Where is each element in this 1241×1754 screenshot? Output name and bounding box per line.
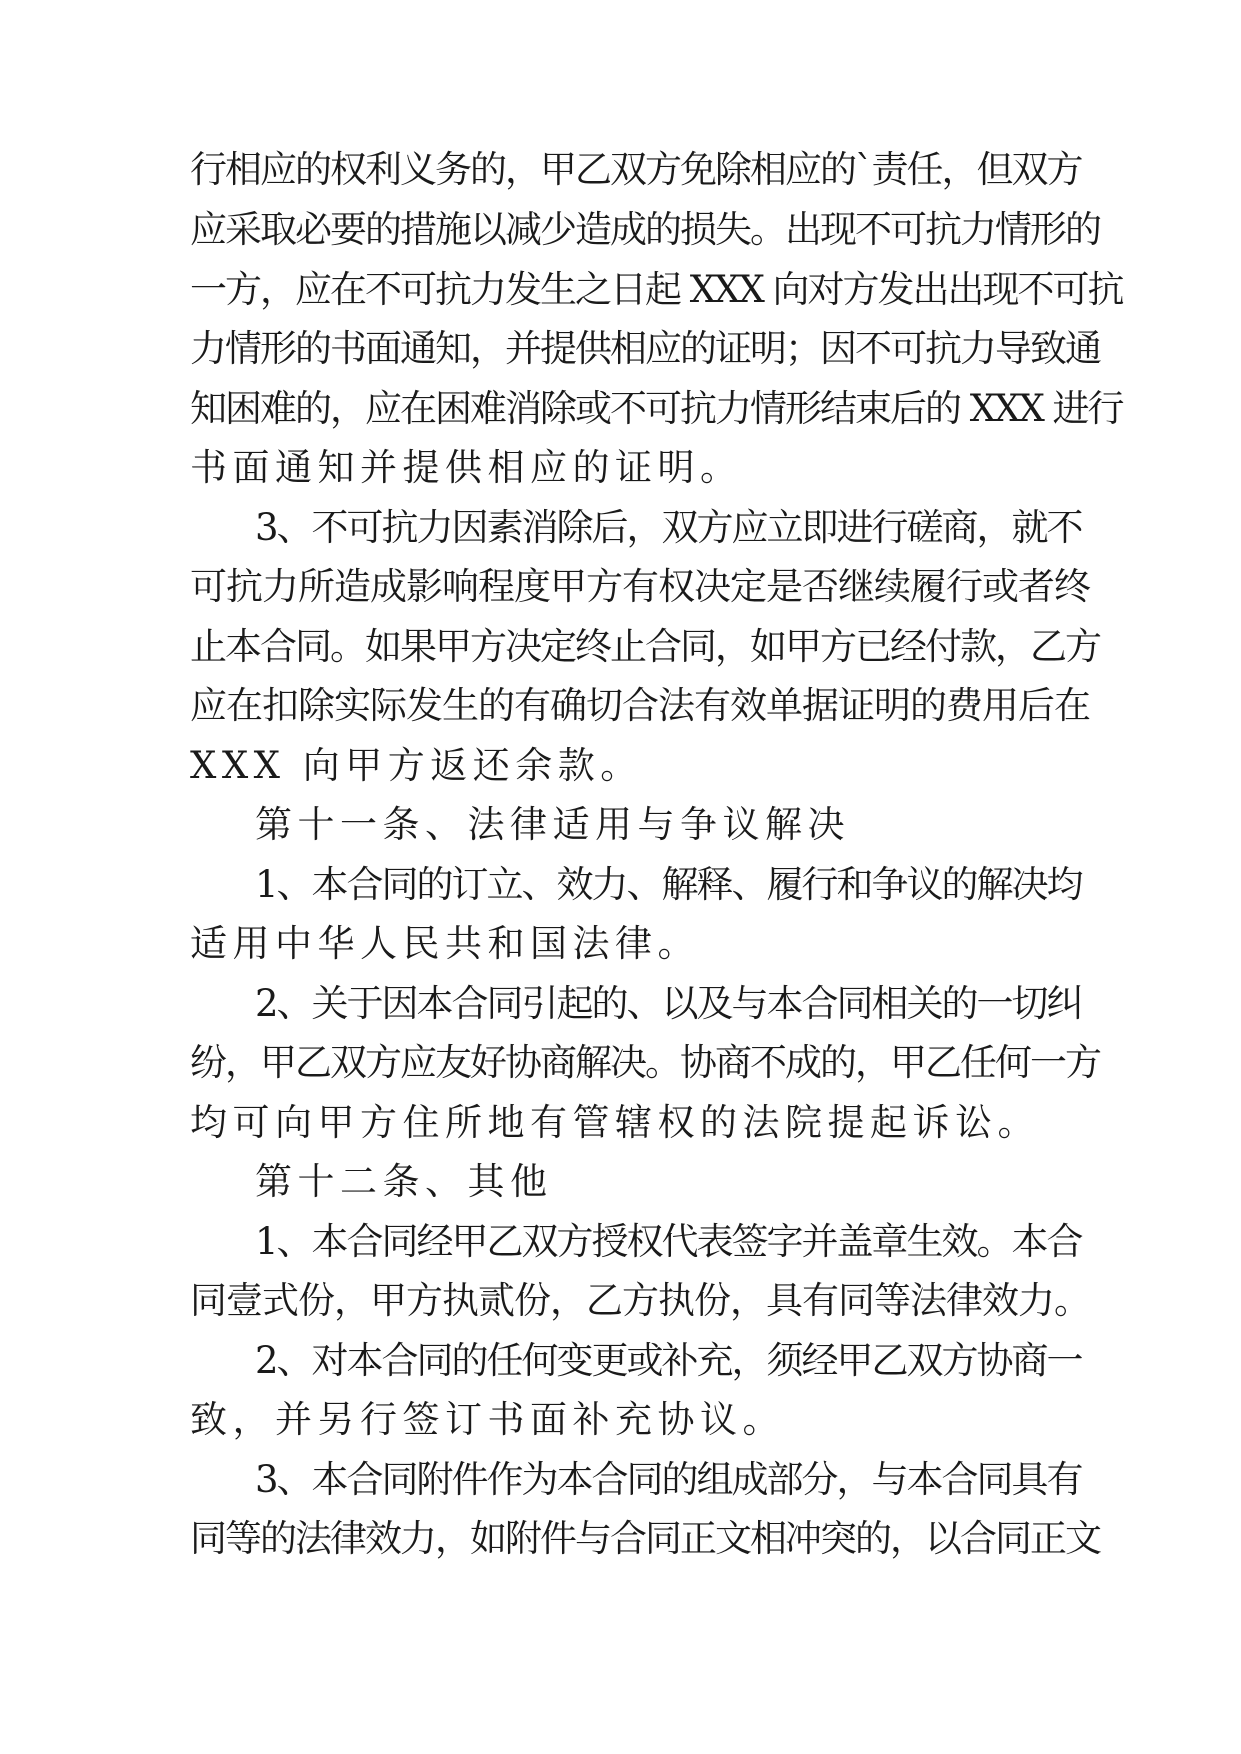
section-heading: 第十二条、其他: [255, 1160, 553, 1203]
text-line: 同等的法律效力，如附件与合同正文相冲突的，以合同正文: [190, 1517, 1100, 1560]
text-line: 适用中华人民共和国法律。: [190, 922, 700, 965]
text-line: 知困难的，应在困难消除或不可抗力情形结束后的 XXX 进行: [190, 387, 1123, 430]
paragraph-start-line: 2、对本合同的任何变更或补充，须经甲乙双方协商一: [255, 1339, 1082, 1382]
text-line: 一方，应在不可抗力发生之日起 XXX 向对方发出出现不可抗: [190, 268, 1123, 311]
paragraph-start-line: 1、本合同经甲乙双方授权代表签字并盖章生效。本合: [255, 1220, 1082, 1263]
paragraph-start-line: 1、本合同的订立、效力、解释、履行和争议的解决均: [255, 863, 1082, 906]
paragraph-start-line: 3、本合同附件作为本合同的组成部分，与本合同具有: [255, 1458, 1082, 1501]
text-line: 纷，甲乙双方应友好协商解决。协商不成的，甲乙任何一方: [190, 1041, 1100, 1084]
text-line: 同壹式份，甲方执贰份，乙方执份，具有同等法律效力。: [190, 1279, 1090, 1322]
text-line: XXX 向甲方返还余款。: [190, 744, 643, 787]
text-line: 应在扣除实际发生的有确切合法有效单据证明的费用后在: [190, 684, 1090, 727]
text-line: 止本合同。如果甲方决定终止合同，如甲方已经付款，乙方: [190, 625, 1100, 668]
paragraph-start-line: 3、不可抗力因素消除后，双方应立即进行磋商，就不: [255, 506, 1082, 549]
section-heading: 第十一条、法律适用与争议解决: [255, 803, 850, 846]
paragraph-start-line: 2、关于因本合同引起的、以及与本合同相关的一切纠: [255, 982, 1082, 1025]
text-line: 书面通知并提供相应的证明。: [190, 446, 743, 489]
text-line: 应采取必要的措施以减少造成的损失。出现不可抗力情形的: [190, 208, 1100, 251]
text-line: 均可向甲方住所地有管辖权的法院提起诉讼。: [190, 1101, 1040, 1144]
text-line: 行相应的权利义务的，甲乙双方免除相应的`责任，但双方: [190, 148, 1082, 191]
text-line: 致，并另行签订书面补充协议。: [190, 1398, 785, 1441]
text-line: 力情形的书面通知，并提供相应的证明；因不可抗力导致通: [190, 327, 1100, 370]
text-line: 可抗力所造成影响程度甲方有权决定是否继续履行或者终: [190, 565, 1090, 608]
